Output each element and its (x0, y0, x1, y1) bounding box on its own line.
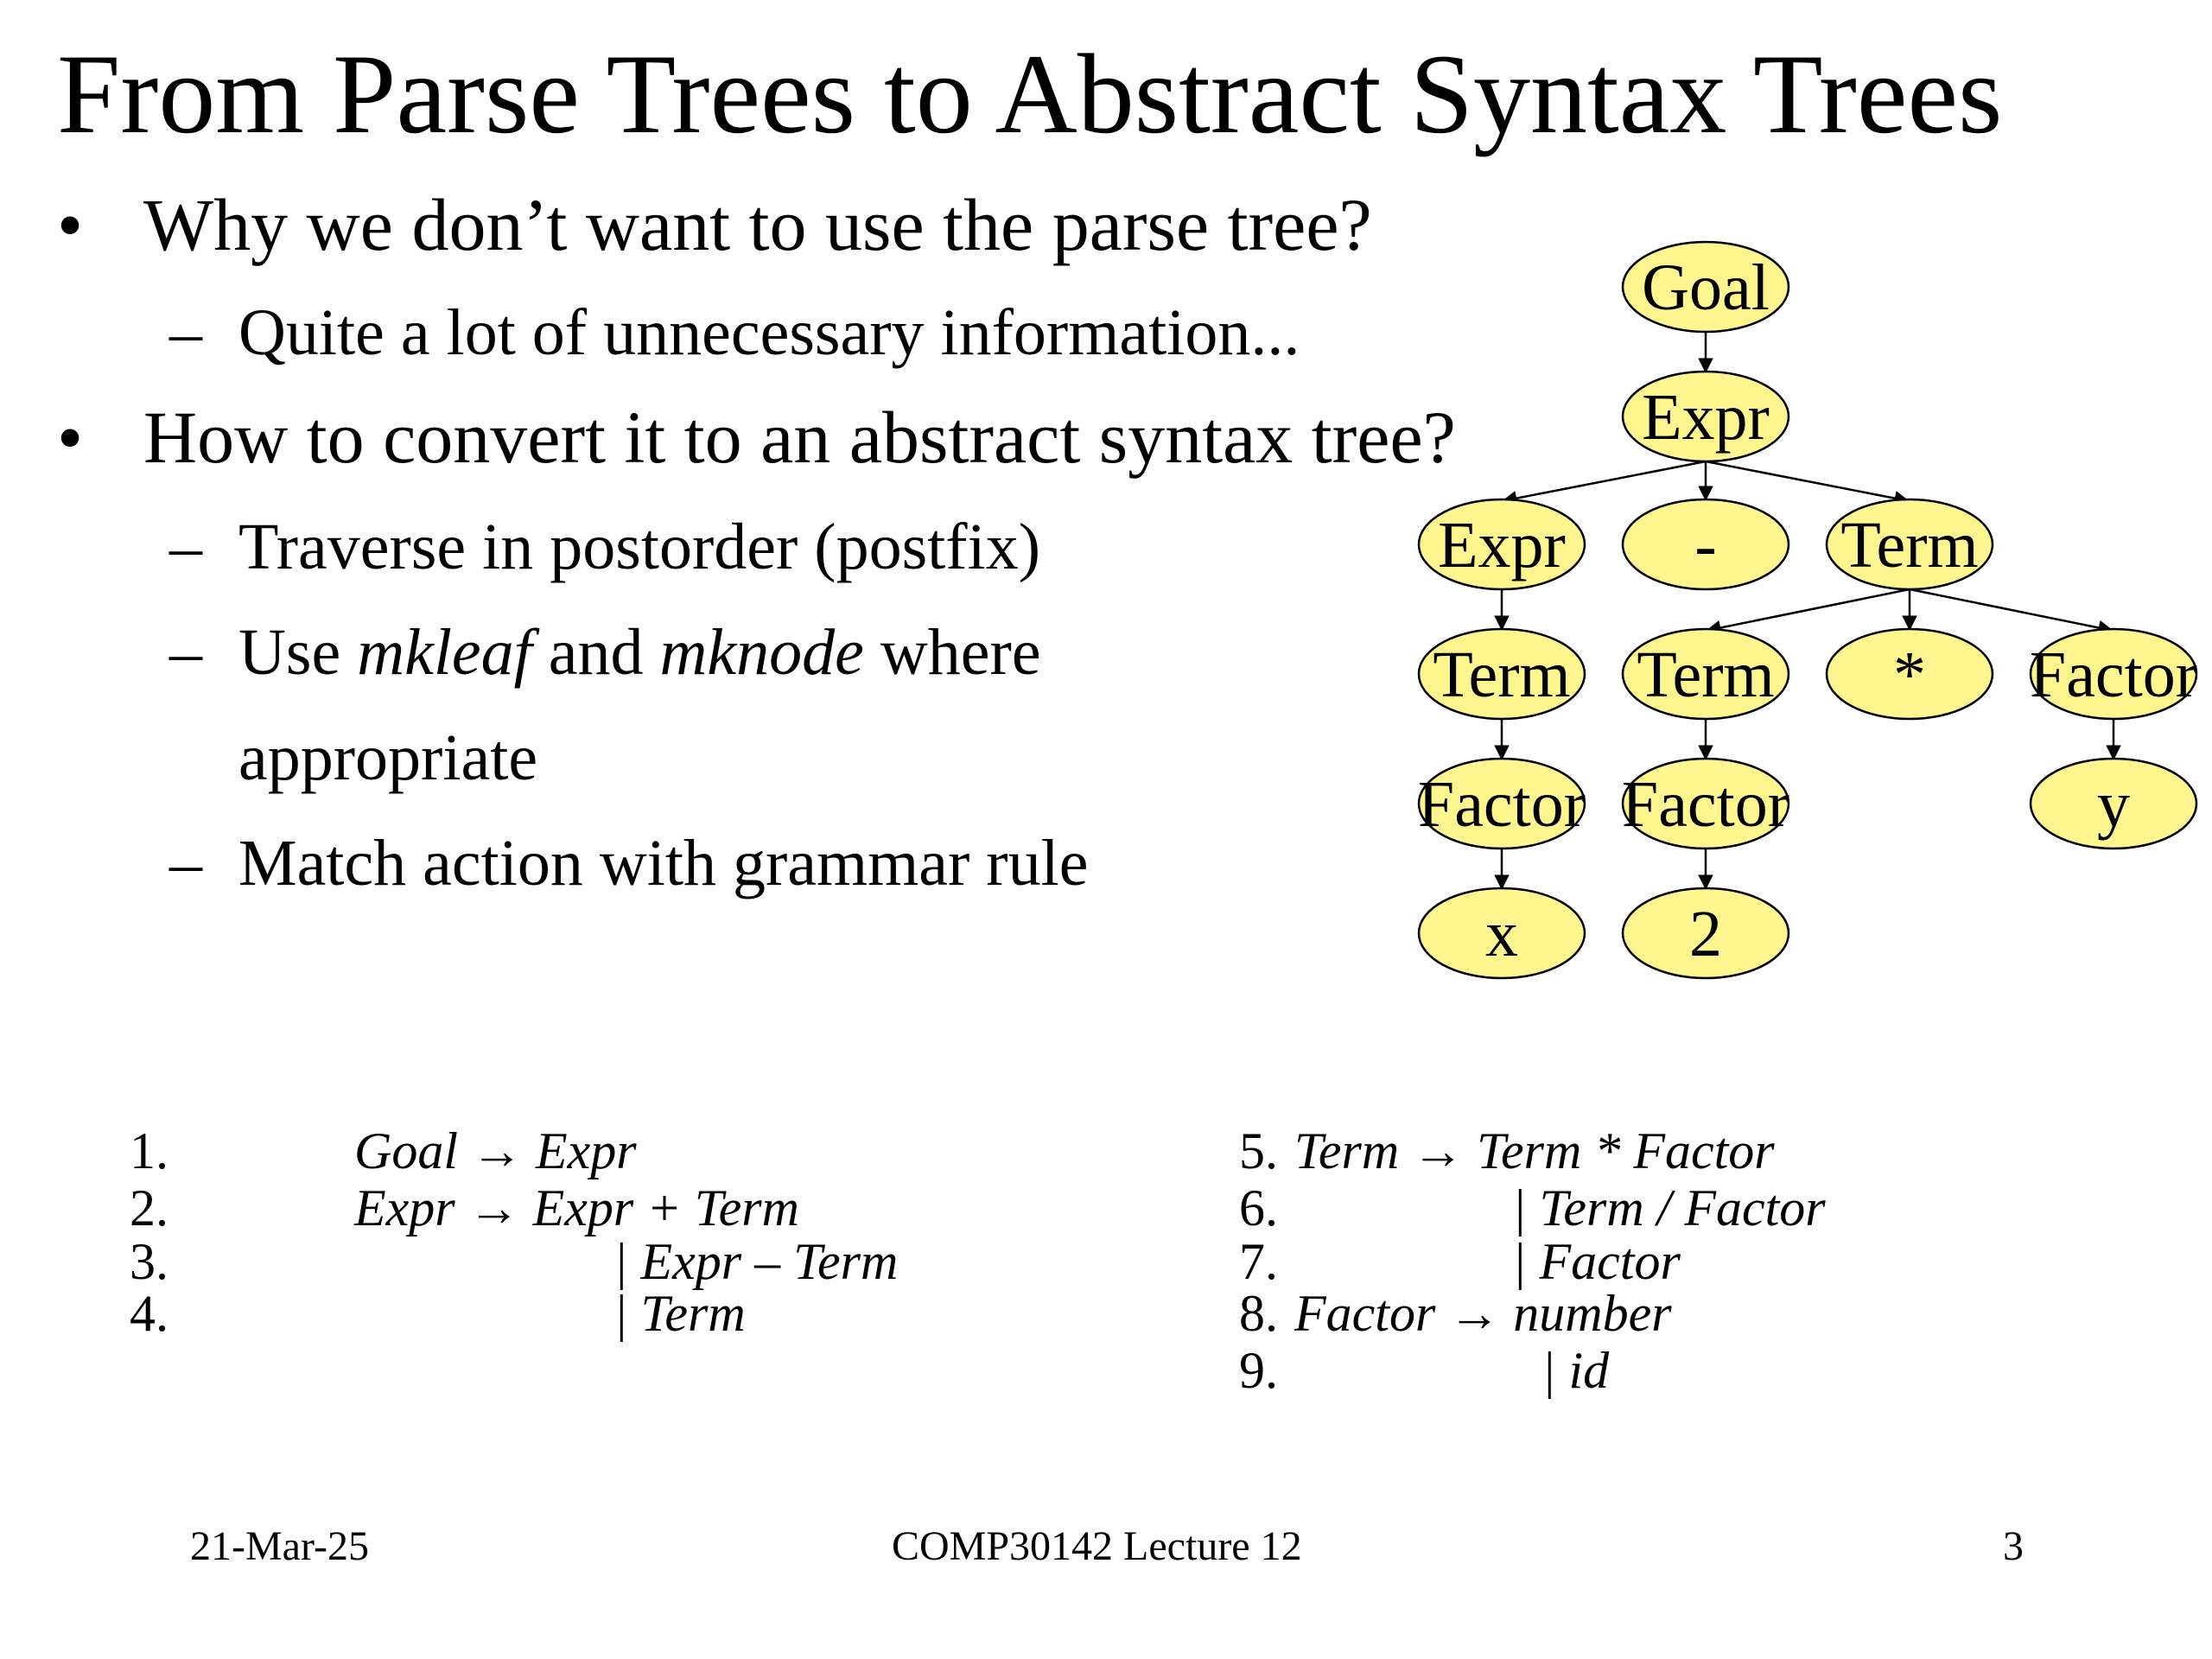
bullet-text: Why we don’t want to use the parse tree? (143, 183, 1372, 266)
bullet-mark: • (57, 183, 84, 266)
dash-mark: – (169, 511, 202, 583)
grammar-rule-1 (130, 1122, 637, 1179)
rule-body: | Term / Factor (1512, 1179, 1826, 1236)
tree-edges (1502, 332, 2113, 890)
bullet-text: How to convert it to an abstract syntax tree? (143, 396, 1456, 479)
grammar-rule-3 (130, 1233, 899, 1290)
tree-node-minus (1623, 499, 1789, 589)
text-run: and (531, 616, 660, 689)
rule-number: 4. (130, 1285, 168, 1342)
grammar-rule-7 (1239, 1233, 1681, 1290)
rule-body: | Factor (1512, 1233, 1681, 1290)
tree-node-label: Goal (1642, 251, 1770, 324)
bullet-text (238, 615, 1041, 690)
tree-node-label: x (1485, 898, 1518, 970)
tree-node-term2 (1419, 629, 1585, 719)
tree-node-label: y (2097, 768, 2130, 841)
tree-node-goal (1623, 242, 1789, 332)
rule-body: | id (1541, 1342, 1610, 1399)
tree-edge-expr1-term1 (1706, 461, 1910, 501)
bullet-text: Quite a lot of unnecessary information... (238, 296, 1300, 369)
tree-node-term1 (1827, 499, 1993, 589)
footer-course: COMP30142 Lecture 12 (892, 1523, 1302, 1569)
dash-mark: – (169, 827, 202, 899)
tree-node-label: Expr (1642, 381, 1770, 454)
tree-node-label: 2 (1689, 898, 1722, 970)
dash-mark: – (169, 296, 202, 369)
grammar-rule-8 (1239, 1285, 1672, 1342)
tree-node-y (2031, 759, 2196, 849)
parse-tree-diagram (1400, 225, 2212, 1002)
rule-body: Expr → Expr + Term (354, 1179, 799, 1236)
tree-node-two (1623, 888, 1789, 978)
tree-node-factor2 (1622, 759, 1789, 849)
tree-node-label: * (1893, 639, 1926, 711)
rule-number: 2. (130, 1179, 168, 1236)
rule-body: Term → Term * Factor (1294, 1122, 1775, 1179)
grammar-rule-4 (130, 1285, 746, 1342)
mknode-term: mknode (659, 616, 864, 689)
tree-node-factor1 (1418, 759, 1586, 849)
grammar-rule-6 (1239, 1179, 1826, 1236)
bullet-mark: • (57, 396, 84, 479)
mkleaf-term: mkleaf (357, 616, 532, 689)
footer-page-number: 3 (2003, 1523, 2024, 1569)
grammar-rule-9 (1239, 1342, 1610, 1399)
tree-node-x (1419, 888, 1585, 978)
rule-body: | Term (613, 1285, 746, 1342)
grammar-rule-5 (1239, 1122, 1775, 1179)
grammar-rule-2 (130, 1179, 799, 1236)
dash-mark: – (169, 616, 202, 689)
rule-number: 5. (1239, 1122, 1278, 1179)
tree-node-label: Factor (2029, 639, 2198, 711)
tree-node-label: Term (1433, 639, 1571, 711)
bullet-text: appropriate (238, 721, 538, 794)
bullet-text: Traverse in postorder (postfix) (238, 511, 1041, 583)
tree-node-label: Term (1637, 639, 1775, 711)
text-run: where (863, 616, 1041, 689)
tree-node-expr1 (1623, 372, 1789, 461)
rule-number: 8. (1239, 1285, 1278, 1342)
tree-edge-expr1-expr2 (1502, 461, 1706, 501)
rule-number: 1. (130, 1122, 168, 1179)
rule-body: Goal → Expr (354, 1122, 637, 1179)
tree-node-label: Factor (1621, 768, 1790, 841)
tree-edge-term1-factor3 (1910, 589, 2113, 631)
rule-number: 7. (1239, 1233, 1278, 1290)
tree-node-factor3 (2030, 629, 2197, 719)
text-run: Use (238, 616, 358, 689)
rule-body: | Expr – Term (613, 1233, 899, 1290)
rule-number: 3. (130, 1233, 168, 1290)
tree-node-expr2 (1419, 499, 1585, 589)
rule-number: 6. (1239, 1179, 1278, 1236)
tree-node-term3 (1623, 629, 1789, 719)
tree-node-label: Term (1840, 509, 1979, 582)
tree-node-label: Expr (1438, 509, 1566, 582)
slide-title: From Parse Trees to Abstract Syntax Trees (57, 30, 2003, 157)
bullet-text: Match action with grammar rule (238, 827, 1089, 899)
footer-date: 21-Mar-25 (190, 1523, 369, 1569)
tree-node-label: Factor (1417, 768, 1586, 841)
tree-node-star (1827, 629, 1993, 719)
rule-body: Factor → number (1294, 1285, 1672, 1342)
tree-edge-term1-term3 (1706, 589, 1910, 631)
rule-number: 9. (1239, 1342, 1278, 1399)
tree-node-label: - (1694, 509, 1717, 582)
